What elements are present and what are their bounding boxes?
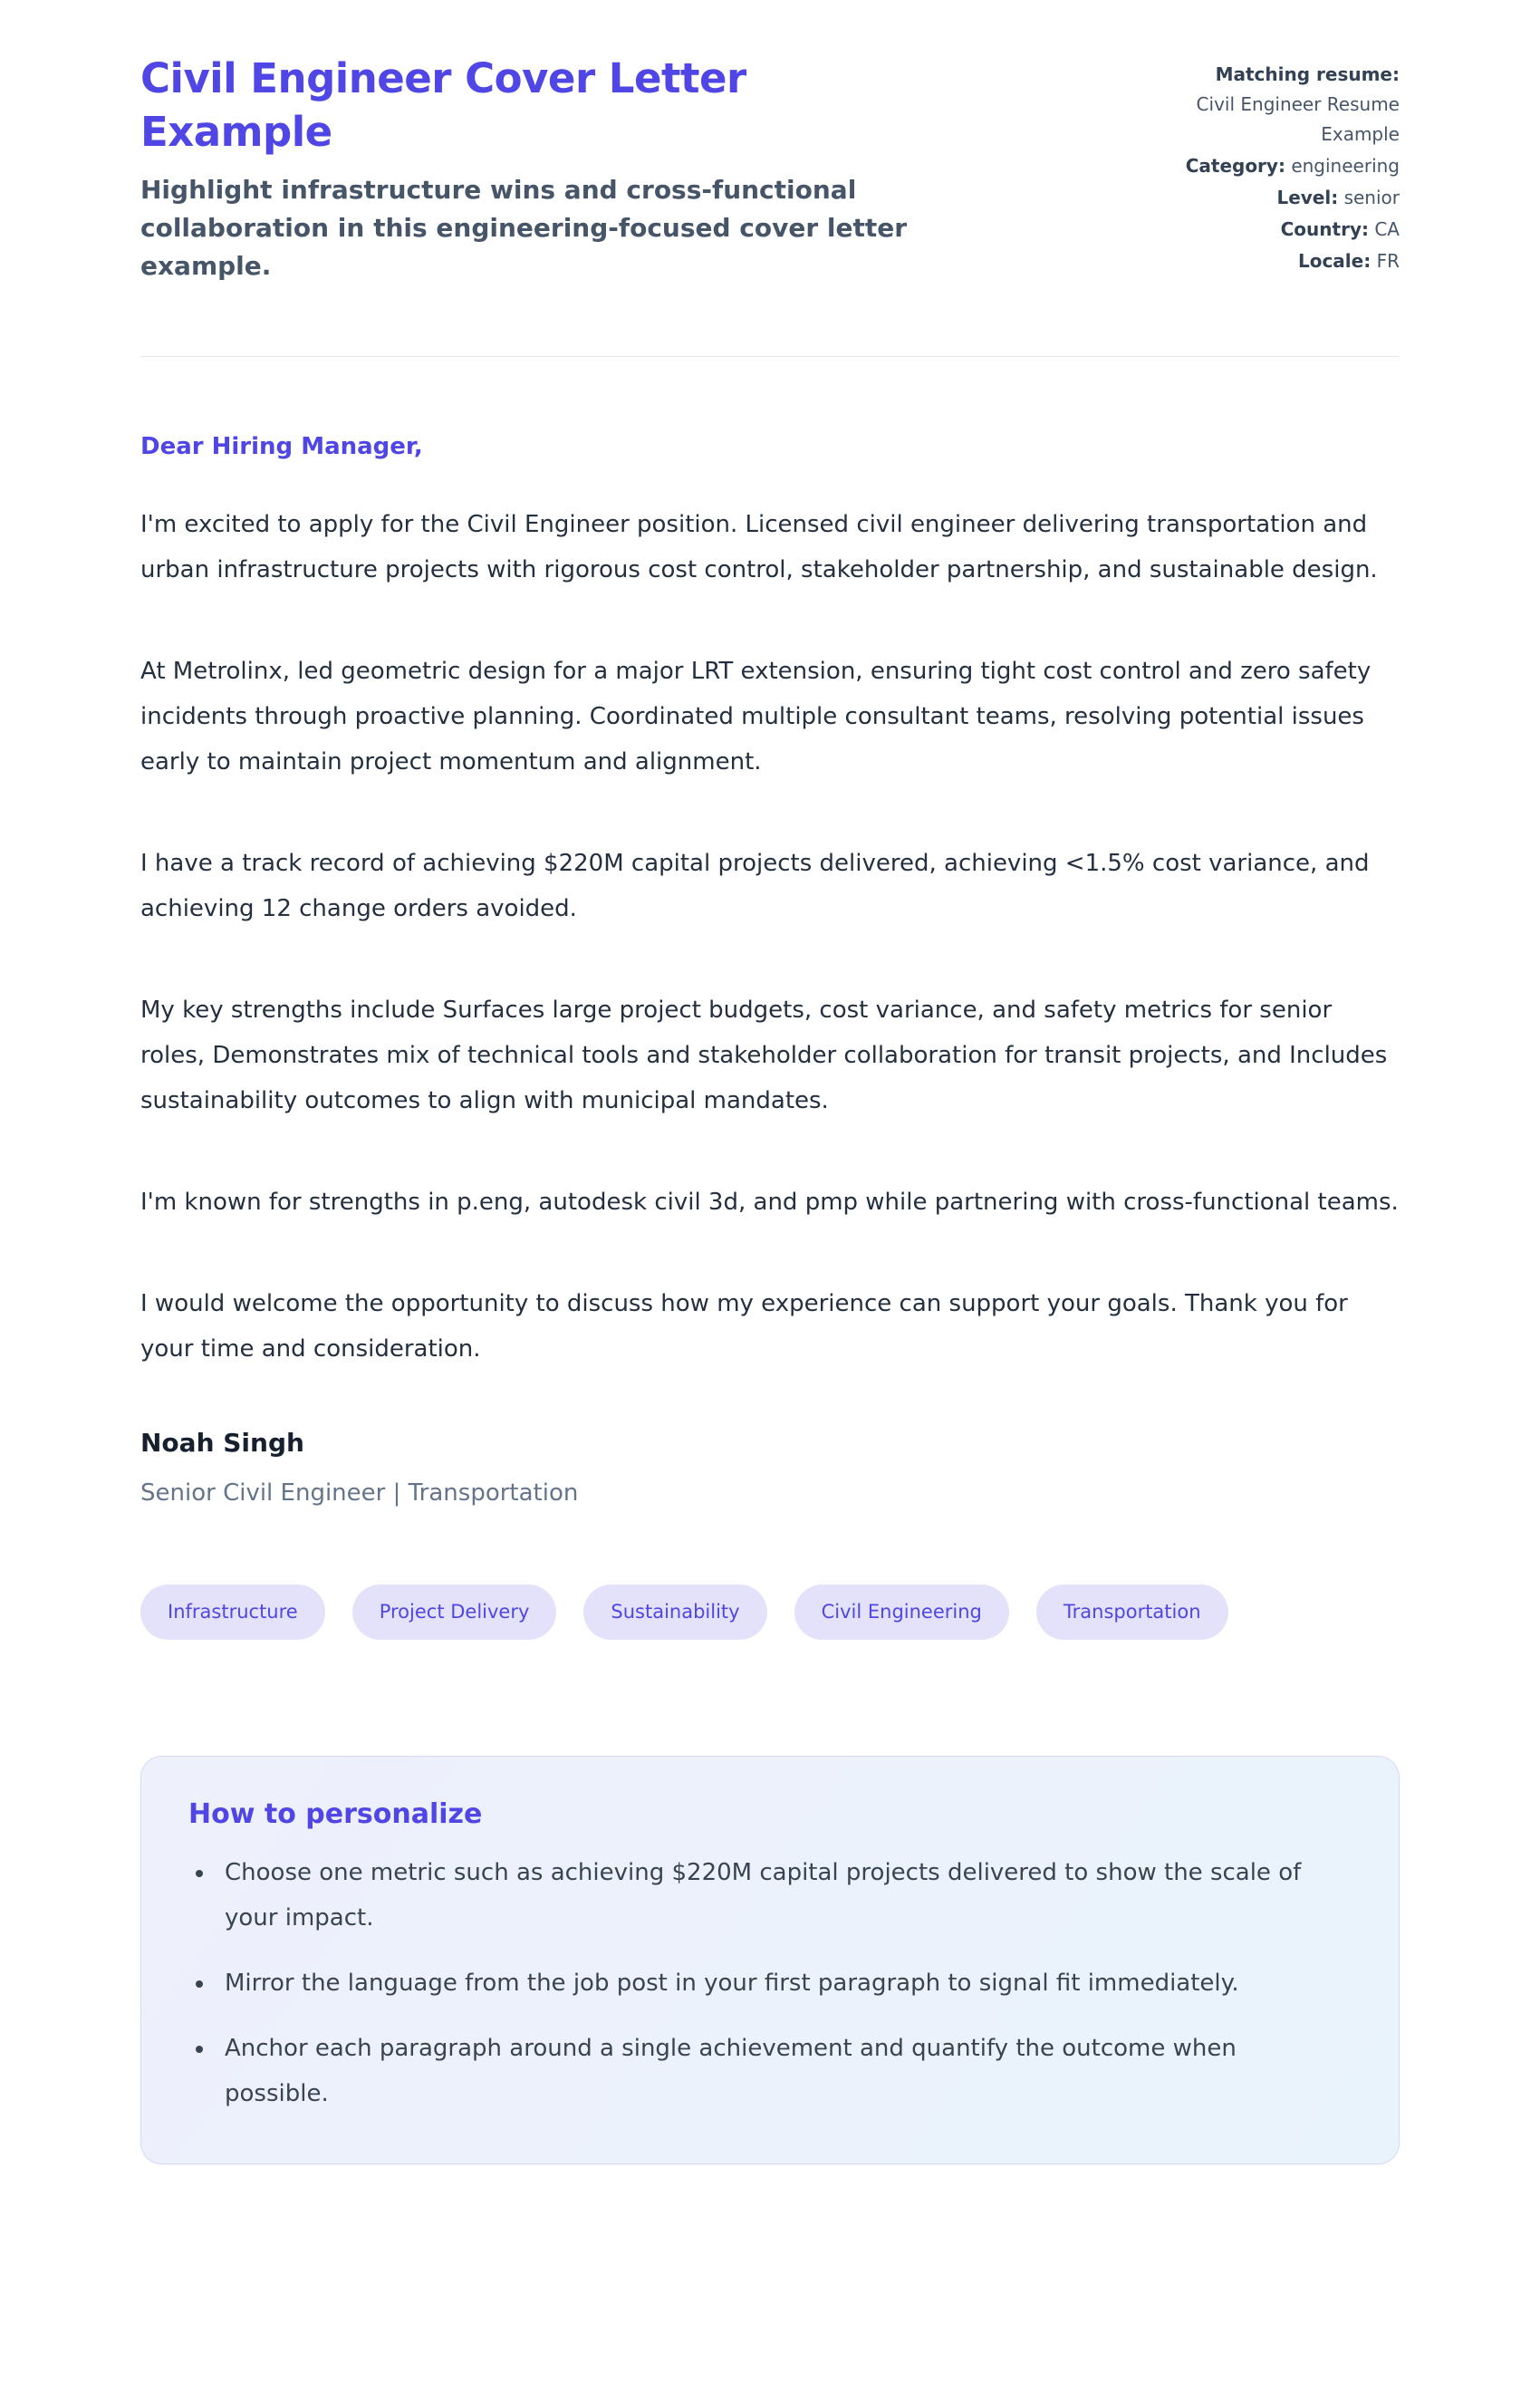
meta-level <box>1146 183 1400 213</box>
meta-country-label: Country: <box>1280 218 1369 240</box>
meta-category-label: Category: <box>1185 155 1285 177</box>
letter-paragraph-3: I have a track record of achieving $220M capital projects delivered, achieving <1.5% cost variance, and achieving 12 change orders avoided. <box>140 850 1370 922</box>
letter-paragraph-5: I'm known for strengths in p.eng, autodesk civil 3d, and pmp while partnering with cross-functional teams. <box>140 1189 1399 1216</box>
meta-locale <box>1146 246 1400 276</box>
signature-role: Senior Civil Engineer | Transportation <box>140 1479 579 1507</box>
meta-locale-label: Locale: <box>1297 250 1372 272</box>
meta-category <box>1146 151 1400 181</box>
meta-level-label: Level: <box>1276 187 1339 208</box>
meta-country-value: CA <box>1374 218 1400 240</box>
cover-letter-body <box>140 433 1400 1507</box>
meta-matching-resume <box>1146 60 1400 149</box>
tag-sustainability[interactable]: Sustainability <box>583 1585 766 1640</box>
tag-project-delivery[interactable]: Project Delivery <box>352 1585 557 1640</box>
divider <box>140 356 1400 357</box>
personalize-tip-1: • Choose one metric such as achieving $220M capital projects delivered to show the scale of your impact. <box>216 1850 1319 1941</box>
meta-level-value: senior <box>1343 187 1400 208</box>
page-subtitle: Highlight infrastructure wins and cross-functional collaboration in this engineering-focused cover letter example. <box>140 175 908 281</box>
header-title-block <box>140 53 929 285</box>
personalize-card <box>140 1756 1400 2164</box>
letter-paragraph-6: I would welcome the opportunity to discuss how my experience can support your goals. Thank you for your time and consideration. <box>140 1290 1348 1363</box>
signature-block <box>140 1428 1400 1507</box>
personalize-tip-2: • Mirror the language from the job post in your first paragraph to signal fit immediately. <box>216 1961 1319 2006</box>
letter-paragraph-2: At Metrolinx, led geometric design for a major LRT extension, ensuring tight cost control and zero safety incidents through proactive planning. Coordinated multiple consultant teams, resolving potential issues early to maintain project momentum and alignment. <box>140 658 1372 776</box>
letter-paragraph-4: My key strengths include Surfaces large project budgets, cost variance, and safety metrics for senior roles, Demonstrates mix of technical tools and stakeholder collaboration for transit projects, and Includes sustainability outcomes to align with municipal mandates. <box>140 997 1388 1114</box>
letter-paragraph-1: I'm excited to apply for the Civil Engineer position. Licensed civil engineer delivering transportation and urban infrastructure projects with rigorous cost control, stakeholder partnership, and sustainable design. <box>140 511 1378 583</box>
meta-matching-resume-label: Matching resume: <box>1215 63 1400 85</box>
tag-list <box>140 1585 1400 1640</box>
personalize-heading: How to personalize <box>188 1798 483 1831</box>
meta-country <box>1146 215 1400 245</box>
tag-infrastructure[interactable]: Infrastructure <box>140 1585 325 1640</box>
meta-matching-resume-value: Civil Engineer Resume Example <box>1196 93 1400 145</box>
personalize-tip-3: • Anchor each paragraph around a single achievement and quantify the outcome when possible. <box>216 2026 1319 2116</box>
salutation: Dear Hiring Manager, <box>140 433 423 460</box>
meta-locale-value: FR <box>1376 250 1400 272</box>
tag-civil-engineering[interactable]: Civil Engineering <box>794 1585 1009 1640</box>
signature-name: Noah Singh <box>140 1428 304 1458</box>
personalize-tip-list <box>188 1850 1352 2116</box>
page <box>140 0 1400 2246</box>
resume-meta <box>1146 53 1400 278</box>
meta-category-value: engineering <box>1291 155 1400 177</box>
header <box>140 53 1400 285</box>
tag-transportation[interactable]: Transportation <box>1036 1585 1228 1640</box>
page-title: Civil Engineer Cover Letter Example <box>140 54 746 156</box>
